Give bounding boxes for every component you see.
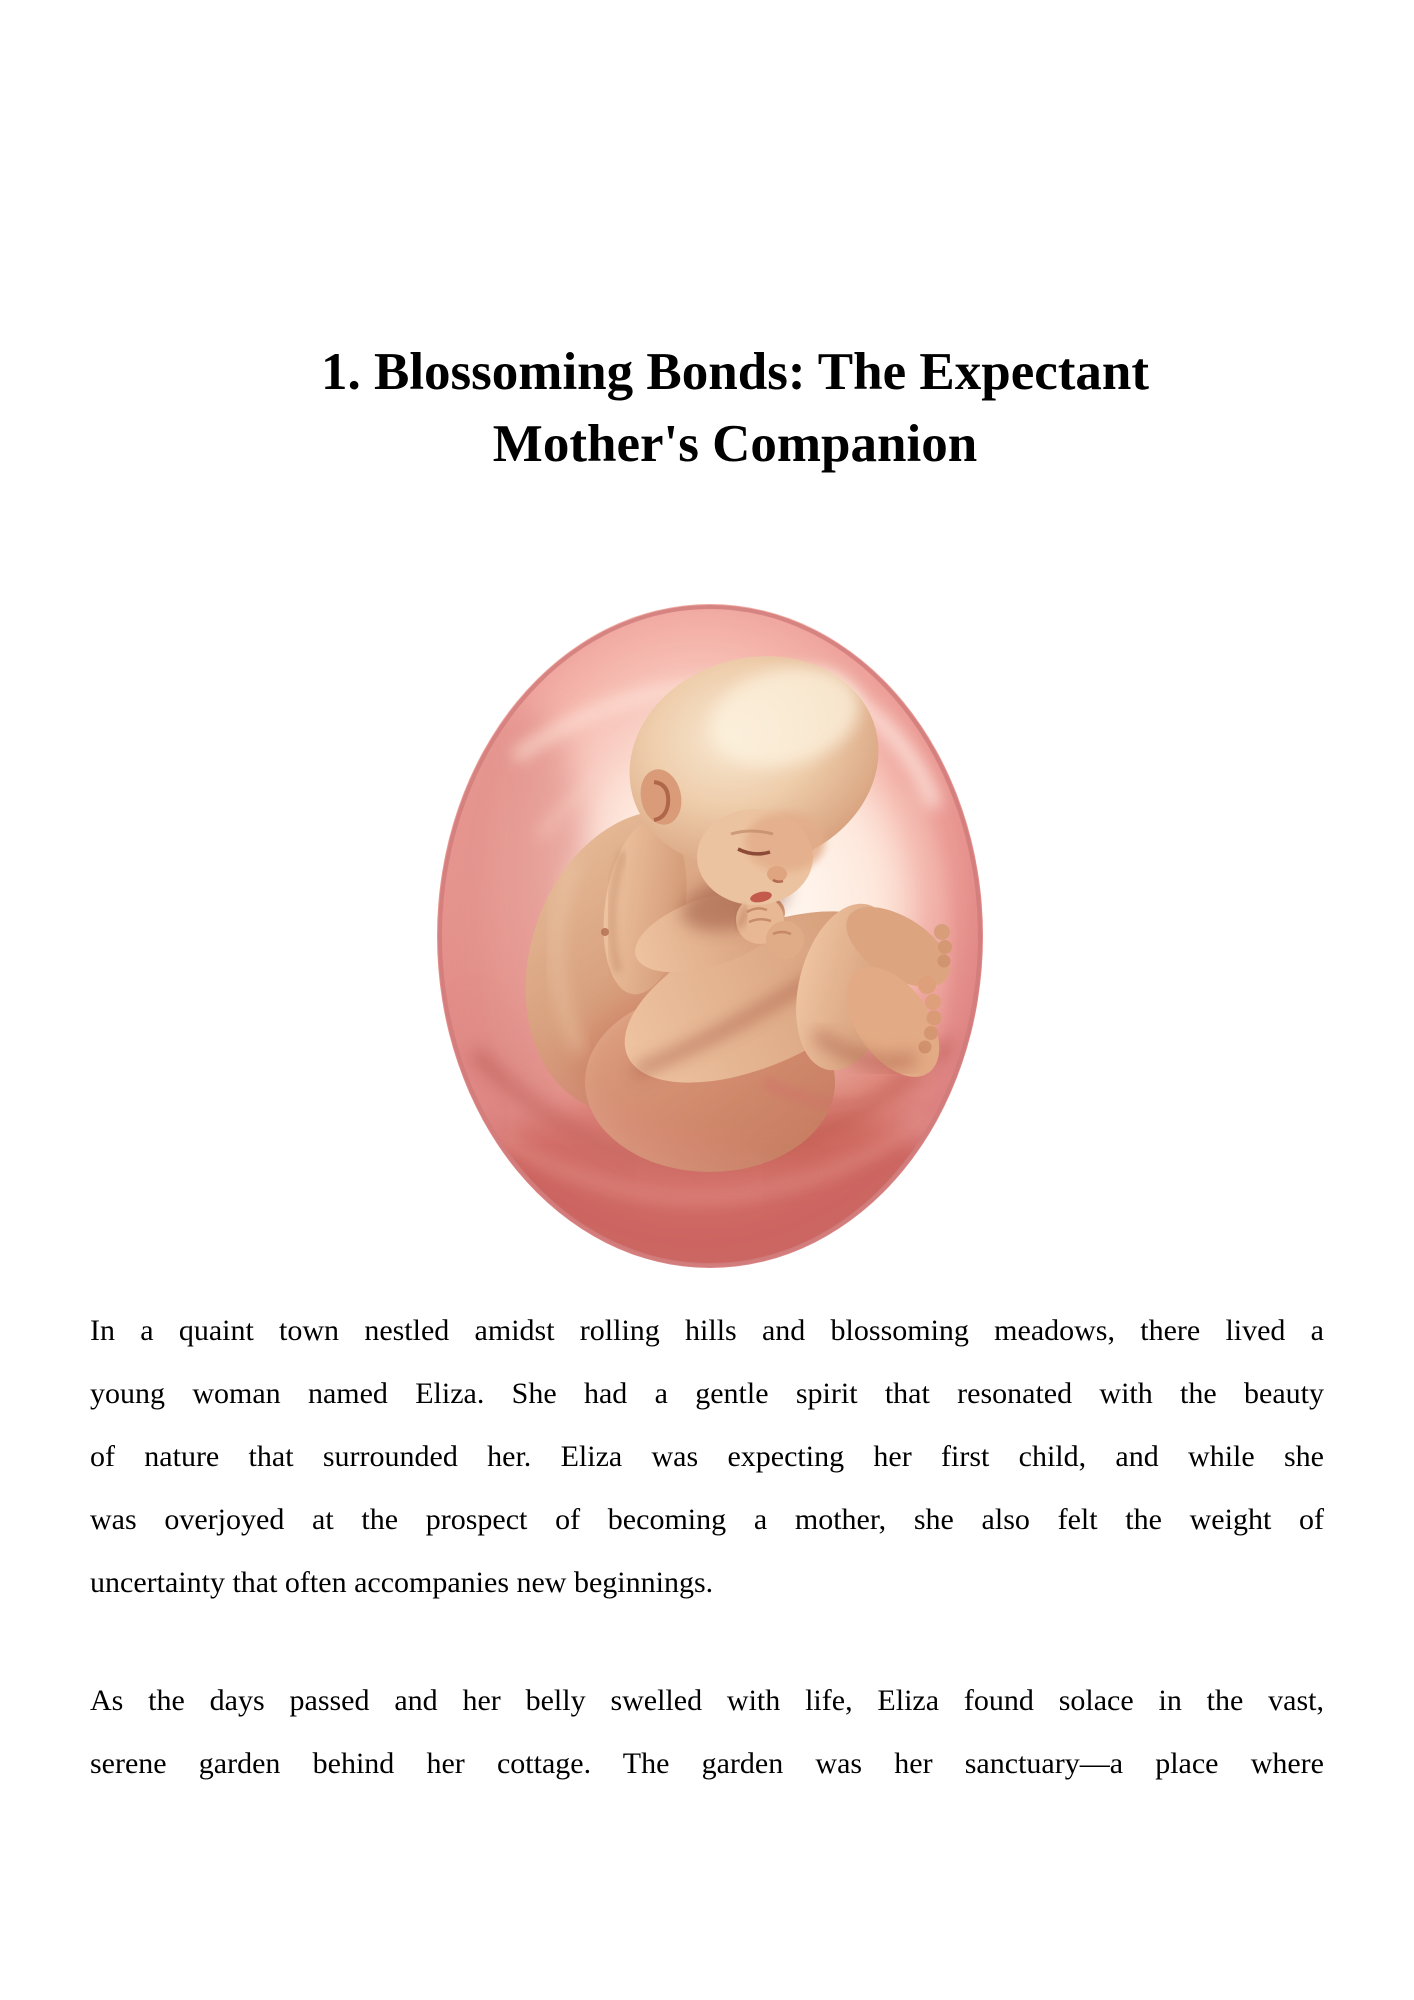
- chapter-title-line-2: Mother's Companion: [492, 415, 978, 473]
- paragraph-1-line-3: of nature that surrounded her. Eliza was expecting her first child, and while she: [90, 1440, 1324, 1473]
- paragraph-2-line-2: serene garden behind her cottage. The garden was her sanctuary—a place where: [90, 1747, 1324, 1780]
- paragraph-2: [90, 1669, 1324, 1795]
- paragraph-1: [90, 1299, 1324, 1614]
- chapter-title: [0, 336, 1414, 480]
- womb-sac: [437, 604, 983, 1270]
- fetus-svg: [435, 602, 985, 1270]
- paragraph-2-line-1: As the days passed and her belly swelled with life, Eliza found solace in the vast,: [90, 1684, 1324, 1717]
- paragraph-1-line-2: young woman named Eliza. She had a gentle spirit that resonated with the beauty: [90, 1377, 1324, 1410]
- body-text: [90, 1299, 1324, 1850]
- paragraph-1-line-1: In a quaint town nestled amidst rolling hills and blossoming meadows, there lived a: [90, 1314, 1324, 1347]
- paragraph-1-line-5: uncertainty that often accompanies new beginnings.: [90, 1566, 714, 1599]
- paragraph-1-line-4: was overjoyed at the prospect of becoming a mother, she also felt the weight of: [90, 1503, 1324, 1536]
- fetus-in-womb-figure: [435, 602, 985, 1270]
- chapter-title-line-1: 1. Blossoming Bonds: The Expectant: [320, 343, 1150, 401]
